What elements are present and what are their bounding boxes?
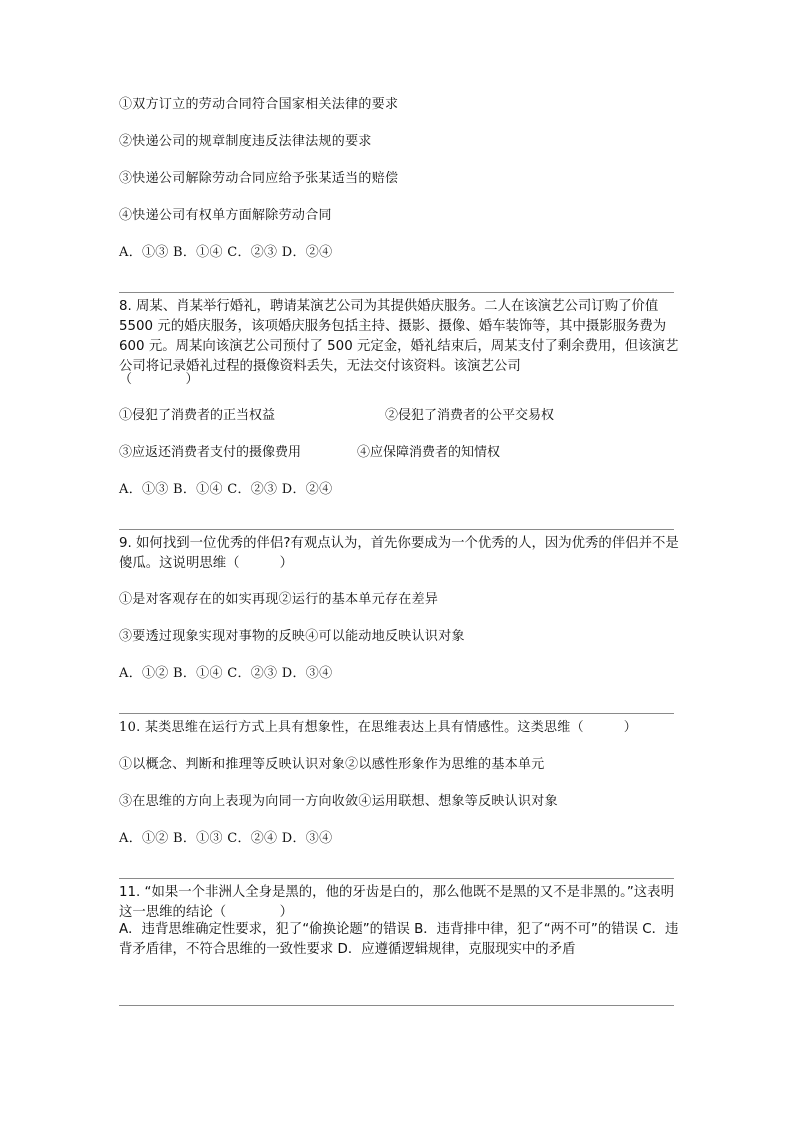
q8-blank: （ ） bbox=[119, 372, 199, 387]
divider bbox=[119, 878, 674, 879]
q9-answer-choices: A．①② B．①④ C．②③ D．③④ bbox=[119, 666, 333, 681]
divider bbox=[119, 529, 674, 530]
q8-item-1: ①侵犯了消费者的正当权益 bbox=[119, 408, 276, 423]
q9-stem: 9. 如何找到一位优秀的伴侣?有观点认为，首先你要成为一个优秀的人，因为优秀的伴侣并不是傻瓜。这说明思维（ ） bbox=[119, 536, 679, 571]
divider bbox=[119, 292, 674, 293]
q11-options: A．违背思维确定性要求，犯了“偷换论题”的错误 B．违背排中律，犯了“两不可”的错误 C．违背矛盾律，不符合思维的一致性要求 D．应遵循逻辑规律，克服现实中的矛盾 bbox=[119, 922, 679, 957]
divider bbox=[119, 1005, 674, 1006]
q8-item-2: ②侵犯了消费者的公平交易权 bbox=[385, 408, 555, 423]
q7-item-3: ③快递公司解除劳动合同应给予张某适当的赔偿 bbox=[119, 171, 399, 186]
q11-stem: 11. “如果一个非洲人全身是黑的，他的牙齿是白的，那么他既不是黑的又不是非黑的。”这表明这一思维的结论（ ） bbox=[119, 885, 674, 920]
q9-item-1: ①是对客观存在的如实再现②运行的基本单元存在差异 bbox=[119, 592, 439, 607]
q8-stem: 8. 周某、肖某举行婚礼，聘请某演艺公司为其提供婚庆服务。二人在该演艺公司订购了价值 5500 元的婚庆服务，该项婚庆服务包括主持、摄影、摄像、婚车装饰等，其中摄影服务费为 600 元。周某向该演艺公司预付了 500 元定金，婚礼结束后，周某支付了剩余费用，但该演艺公司将记录婚礼过程的摄像资料丢失，无法交付该资料。该演艺公司 bbox=[119, 299, 679, 374]
q7-item-4: ④快递公司有权单方面解除劳动合同 bbox=[119, 208, 332, 223]
q8-item-3: ③应返还消费者支付的摄像费用 bbox=[119, 445, 302, 460]
q7-item-2: ②快递公司的规章制度违反法律法规的要求 bbox=[119, 134, 372, 149]
q8-answer-choices: A．①③ B．①④ C．②③ D．②④ bbox=[119, 482, 333, 497]
q10-item-1: ①以概念、判断和推理等反映认识对象②以感性形象作为思维的基本单元 bbox=[119, 757, 545, 772]
q8-item-4: ④应保障消费者的知情权 bbox=[357, 445, 501, 460]
q10-item-2: ③在思维的方向上表现为向同一方向收敛④运用联想、想象等反映认识对象 bbox=[119, 794, 558, 809]
q10-stem: 10. 某类思维在运行方式上具有想象性，在思维表达上具有情感性。这类思维（ ） bbox=[119, 720, 638, 735]
q9-item-2: ③要透过现象实现对事物的反映④可以能动地反映认识对象 bbox=[119, 629, 465, 644]
divider bbox=[119, 713, 674, 714]
q7-item-1: ①双方订立的劳动合同符合国家相关法律的要求 bbox=[119, 97, 399, 112]
q10-answer-choices: A．①② B．①③ C．②④ D．③④ bbox=[119, 831, 333, 846]
q7-answer-choices: A．①③ B．①④ C．②③ D．②④ bbox=[119, 245, 333, 260]
